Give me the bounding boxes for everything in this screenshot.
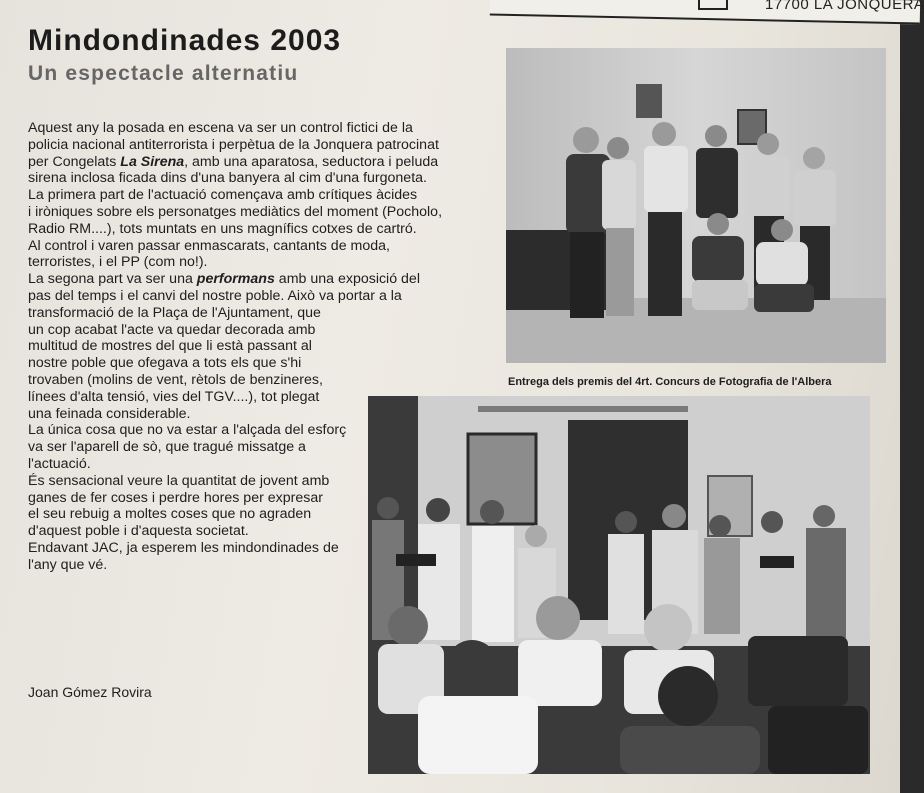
body-text-run: La primera part de l'actuació començava amb crítiques àcides: [28, 187, 418, 204]
choir-performance-photo: [368, 396, 870, 774]
body-text-run: terroristes, i el PP (com no!).: [28, 254, 208, 271]
body-text-run: Aquest any la posada en escena va ser un control fictici de la: [28, 120, 413, 136]
body-line: [28, 204, 442, 221]
body-text-run: multitud de mostres del que li està passant al: [28, 338, 312, 355]
body-line: [28, 170, 442, 187]
body-text-run: i iròniques sobre els personatges mediàtics del moment (Pocholo,: [28, 203, 443, 220]
body-line: [28, 305, 442, 322]
body-text-run: línees d'alta tensió, vies del TGV....), tot plegat: [28, 388, 320, 405]
body-text-run: policia nacional antiterrorista i perpètua de la Jonquera patrocinat: [28, 136, 439, 153]
body-text-run: transformació de la Plaça de l'Ajuntament, que: [28, 304, 321, 321]
emphasis-text: performans: [196, 271, 275, 288]
body-text-run: trovaben (molins de vent, rètols de benzineres,: [28, 371, 323, 388]
article-title: Mindondinades 2003: [28, 24, 342, 57]
emphasis-text: La Sirena: [120, 153, 185, 170]
body-text-run: nostre poble que ofegava a tots els que s'hi: [28, 355, 302, 372]
body-text-run: l'actuació.: [28, 455, 91, 472]
body-line: [28, 154, 442, 171]
body-text-run: d'aquest poble i d'aquesta societat.: [28, 523, 249, 540]
award-ceremony-photo: [506, 48, 886, 363]
body-text-run: per Congelats: [28, 153, 121, 170]
running-head: 17700 LA JONQUERA: [765, 0, 924, 13]
body-line: [28, 288, 442, 305]
article-subtitle: Un espectacle alternatiu: [28, 62, 299, 85]
body-line: [28, 271, 442, 288]
body-text-run: Radio RM....), tots muntats en uns magnífics cotxes de cartró.: [28, 220, 417, 237]
body-text-run: Endavant JAC, ja esperem les mindondinades de: [28, 539, 339, 556]
body-text-run: el seu rebuig a moltes coses que no agraden: [28, 506, 312, 523]
body-text-run: l'any que vé.: [28, 556, 108, 573]
body-text-run: Al control i varen passar enmascarats, cantants de moda,: [28, 237, 390, 254]
body-line: [28, 187, 442, 204]
body-text-run: amb una exposició del: [274, 271, 420, 288]
article-author: Joan Gómez Rovira: [28, 684, 152, 700]
body-line: [28, 372, 442, 389]
body-text-run: una feinada considerable.: [28, 405, 191, 422]
body-text-run: sirena inclosa ficada dins d'una banyera al cim d'una furgoneta.: [28, 170, 427, 187]
body-text-run: un cop acabat l'acte va quedar decorada amb: [28, 321, 316, 338]
body-text-run: És sensacional veure la quantitat de jovent amb: [28, 472, 330, 489]
photo-caption: Entrega dels premis del 4rt. Concurs de Fotografia de l'Albera: [508, 376, 832, 388]
body-line: [28, 355, 442, 372]
body-line: [28, 221, 442, 238]
body-line: [28, 137, 442, 154]
body-text-run: La segona part va ser una: [28, 271, 197, 288]
body-line: [28, 120, 442, 137]
body-text-run: ganes de fer coses i perdre hores per expresar: [28, 489, 323, 506]
body-text-run: , amb una aparatosa, seductora i peluda: [184, 153, 439, 170]
header-box: [698, 0, 728, 10]
body-text-run: pas del temps i el canvi del nostre poble. Això va portar a la: [28, 287, 402, 304]
body-line: [28, 322, 442, 339]
body-line: [28, 238, 442, 255]
body-line: [28, 254, 442, 271]
body-line: [28, 338, 442, 355]
body-text-run: va ser l'aparell de sò, que tragué missatge a: [28, 439, 306, 456]
body-text-run: La única cosa que no va estar a l'alçada del esforç: [28, 422, 347, 439]
